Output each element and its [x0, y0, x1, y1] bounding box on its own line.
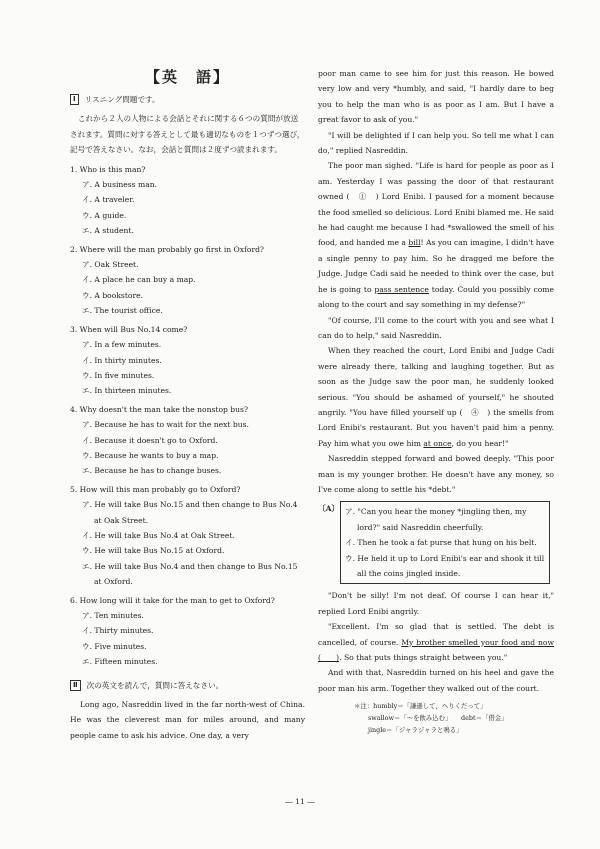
story-text: When they reached the court, Lord Enibi and Judge Cadi were already there, talking and laughing together. But as soon as the Judge saw the poor man, he suddenly looked serious. "You should be ashamed of yourself," he shouted angrily. "You have filled yourself up ( ④ ) the smells from Lord Enibi's restaurant. But you haven't paid him a penny. Pay him what you owe him — [318, 346, 554, 448]
story-paragraph: Long ago, Nasreddin lived in the far north-west of China. He was the cleverest man for miles around, and many people came to ask his advice. One day, a very — [70, 700, 305, 740]
story-paragraph: poor man came to see him for just this reason. He bowed very low and very *humbly, and said, "I hardly dare to beg you to help the man who is as poor as I am. But I have a great favor to ask of you." — [318, 69, 554, 125]
answer-option: ウ. A guide. — [82, 210, 127, 220]
answer-option: イ. Because it doesn't go to Oxford. — [82, 435, 218, 445]
page-title: 【英 語】 — [144, 68, 230, 86]
answer-option: ア. Oak Street. — [82, 260, 139, 270]
section-1-heading — [70, 92, 305, 107]
answer-option: イ. In thirty minutes. — [82, 355, 162, 365]
underlined-bill: bill — [408, 238, 421, 248]
story-paragraph — [318, 343, 554, 451]
story-text: "Excellent. I'm so glad that is settled. The debt is cancelled, of course. — [318, 622, 554, 647]
answer-option: エ. In thirteen minutes. — [82, 386, 172, 396]
answer-option: イ. Thirty minutes. — [82, 626, 154, 636]
underlined-pass-sentence: pass sentence — [374, 284, 429, 294]
story-paragraph: "I will be delighted if I can help you. So tell me what I can do," replied Nasreddin. — [318, 130, 554, 156]
left-column — [70, 66, 305, 743]
answer-option: ウ. In five minutes. — [82, 370, 155, 380]
right-column — [318, 66, 554, 736]
answer-option: イ. A place he can buy a map. — [82, 275, 196, 285]
story-paragraph: "Don't be silly! I'm not deaf. Of course I can hear it," replied Lord Enibi angrily. — [318, 591, 554, 616]
section-1-number: Ⅰ — [70, 94, 79, 105]
underlined-at-once: at once — [423, 438, 452, 448]
box-option: ア. "Can you hear the money *jingling then, my lord?" said Nasreddin cheerfully. — [345, 507, 527, 532]
answer-option: ア. Because he has to wait for the next bus. — [82, 420, 249, 430]
story-paragraph: Nasreddin stepped forward and bowed deeply. "This poor man is my younger brother. He doesn't have any money, so I've come along to settle his *debt." — [318, 454, 554, 494]
story-paragraph — [318, 158, 554, 312]
answer-option: ア. Ten minutes. — [82, 611, 144, 620]
story-paragraph: "Of course, I'll come to the court with you and see what I can do to help," said Nasreddin. — [318, 315, 554, 340]
answer-option: エ. Because he has to change buses. — [82, 466, 222, 476]
question-item — [70, 162, 305, 239]
question-item — [70, 402, 305, 479]
answer-option: エ. The tourist office. — [82, 306, 163, 316]
story-text: , do you hear!" — [451, 438, 509, 448]
section-1-instructions: これから２人の人物による会話とそれに関する６つの質問が放送されます。質問に対する答えとして最も適切なものを１つずつ選び，記号で答えなさい。なお，会話と質問は２度ずつ読まれます。 — [70, 114, 305, 155]
vocabulary-notes — [318, 700, 554, 736]
question-item — [70, 242, 305, 319]
answer-option: ウ. Five minutes. — [82, 641, 147, 651]
question-item — [70, 322, 305, 399]
page-number: ― 11 ― — [285, 797, 315, 806]
section-1-title: リスニング問題です。 — [84, 95, 160, 104]
answer-option: イ. A traveler. — [82, 195, 135, 205]
sentence-order-box — [318, 501, 554, 584]
question-text: 3. When will Bus No.14 come? — [70, 324, 188, 334]
story-paragraph — [318, 619, 554, 665]
answer-option: ア. In a few minutes. — [82, 340, 162, 350]
question-text: 5. How will this man probably go to Oxford? — [70, 484, 241, 494]
story-paragraph: And with that, Nasreddin turned on his heel and gave the poor man his arm. Together they walked out of the court. — [318, 668, 554, 693]
story-text: ! As you can imagine, I didn't have a single penny to pay him. So he dragged me before the Judge. Judge Cadi said he needed to think over the case, but he is going to — [318, 238, 554, 294]
box-option: イ. Then he took a fat purse that hung on his belt. — [345, 538, 537, 548]
answer-option: ウ. A bookstore. — [82, 290, 143, 300]
section-2-title: 次の英文を読んで，質問に答えなさい。 — [86, 680, 224, 690]
question-item — [70, 482, 305, 590]
underlined-sentence: My brother smelled your food and now ( ) — [318, 637, 555, 663]
note-line: ＊注：humbly＝「謙遜して，へりくだって」 — [354, 702, 487, 711]
answer-option: イ. He will take Bus No.4 at Oak Street. — [82, 530, 235, 540]
box-option: ウ. He held it up to Lord Enibi's ear and shook it till all the coins jingled inside. — [345, 553, 545, 578]
answer-option: ア. A business man. — [82, 180, 158, 190]
section-2-heading — [70, 678, 305, 693]
answer-option: ウ. Because he wants to buy a map. — [82, 450, 219, 460]
story-text: today. Could you possibly come along to the court and say something in my defense?" — [318, 284, 554, 310]
answer-option: ウ. He will take Bus No.15 at Oxford. — [82, 546, 225, 556]
story-text: The poor man sighed. "Life is hard for people as poor as I am. Yesterday I was passing the door of that restaurant owned ( ① ) Lord Enibi. I paused for a moment because the food smelled so delicious. Lord Enibi blamed me. He said he had caught me because I had *swallowed the smell of his food, and handed me a — [318, 161, 554, 248]
box-label: 〔A〕 — [318, 504, 340, 514]
question-text: 1. Who is this man? — [70, 164, 146, 174]
story-text: . So that puts things straight between you." — [339, 653, 508, 663]
question-text: 4. Why doesn't the man take the nonstop bus? — [70, 404, 249, 414]
answer-option: エ. Fifteen minutes. — [82, 657, 158, 667]
note-line: swallow＝「～を飲み込む」 debt＝「借金」 — [368, 714, 508, 723]
box-content — [340, 501, 550, 584]
note-line: jingle＝「ジャラジャラと鳴る」 — [368, 726, 463, 735]
question-text: 2. Where will the man probably go first in Oxford? — [70, 244, 265, 254]
answer-option: エ. A student. — [82, 226, 134, 236]
answer-option: エ. He will take Bus No.4 and then change to Bus No.15 at Oxford. — [82, 561, 298, 587]
section-2-number: Ⅱ — [70, 680, 81, 691]
question-text: 6. How long will it take for the man to get to Oxford? — [70, 595, 275, 605]
question-item — [70, 593, 305, 670]
answer-option: ア. He will take Bus No.15 and then change to Bus No.4 at Oak Street. — [82, 500, 298, 525]
question-list — [70, 162, 305, 670]
